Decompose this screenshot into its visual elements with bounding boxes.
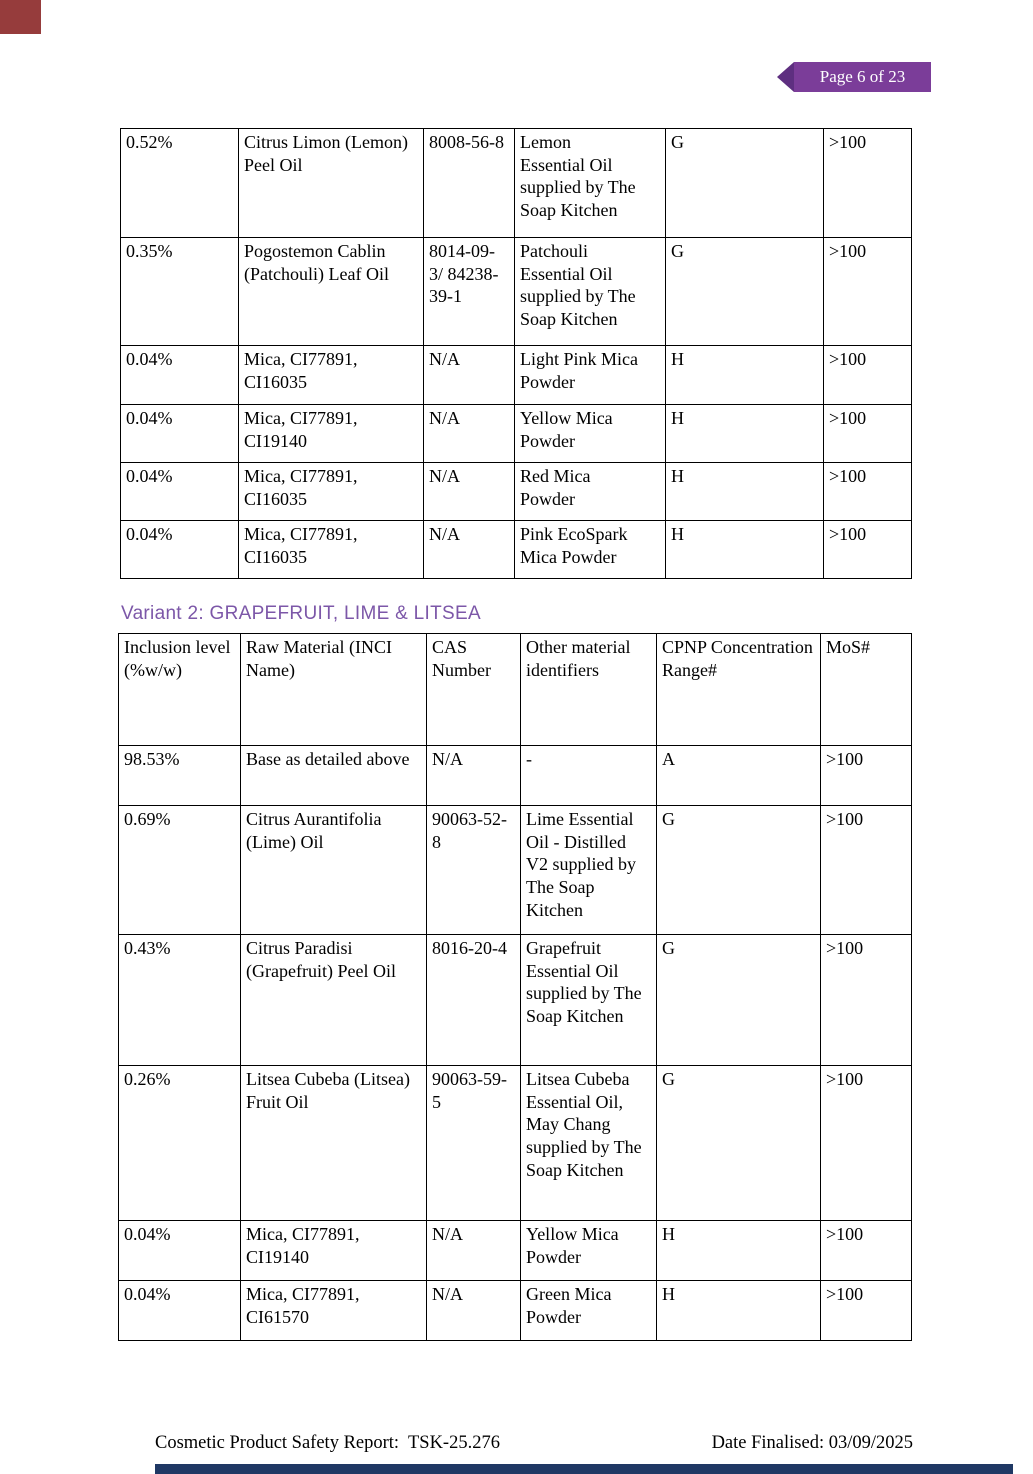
cell-cas-number: N/A (424, 346, 515, 405)
cell-cas-number: 8016-20-4 (427, 935, 521, 1066)
cell-cpnp-range: H (666, 521, 824, 579)
badge-arrow-icon (777, 62, 794, 92)
cell-cpnp-range: G (657, 935, 821, 1066)
cell-cas-number: 8014-09-3/ 84238-39-1 (424, 238, 515, 346)
table-row (119, 746, 912, 806)
cell-raw-material: Pogostemon Cablin (Patchouli) Leaf Oil (239, 238, 424, 346)
cell-inclusion-level: 98.53% (119, 746, 241, 806)
col-header-other-identifiers: Other material identifiers (521, 634, 657, 746)
cell-mos: >100 (824, 405, 912, 463)
table-row (119, 1221, 912, 1281)
table-row (119, 935, 912, 1066)
cell-mos: >100 (821, 1066, 912, 1221)
cell-raw-material: Litsea Cubeba (Litsea) Fruit Oil (241, 1066, 427, 1221)
cell-inclusion-level: 0.04% (121, 521, 239, 579)
cell-inclusion-level: 0.52% (121, 129, 239, 238)
cell-inclusion-level: 0.04% (121, 463, 239, 521)
cell-cas-number: N/A (427, 1221, 521, 1281)
cell-inclusion-level: 0.04% (121, 346, 239, 405)
table-row (121, 405, 912, 463)
cell-raw-material: Base as detailed above (241, 746, 427, 806)
cell-cas-number: 90063-52-8 (427, 806, 521, 935)
cell-cpnp-range: G (666, 238, 824, 346)
table-row (121, 521, 912, 579)
cell-other-identifiers: - (521, 746, 657, 806)
ingredients-table-continued (120, 128, 912, 579)
cell-mos: >100 (821, 1221, 912, 1281)
cell-mos: >100 (824, 463, 912, 521)
table-row (121, 129, 912, 238)
table-row (121, 463, 912, 521)
cell-other-identifiers: Light Pink Mica Powder (515, 346, 666, 405)
cell-other-identifiers: Green Mica Powder (521, 1281, 657, 1341)
cell-inclusion-level: 0.69% (119, 806, 241, 935)
col-header-cpnp-range: CPNP Concentration Range# (657, 634, 821, 746)
cell-raw-material: Citrus Aurantifolia (Lime) Oil (241, 806, 427, 935)
cell-cpnp-range: H (657, 1221, 821, 1281)
cell-cpnp-range: A (657, 746, 821, 806)
cell-inclusion-level: 0.26% (119, 1066, 241, 1221)
col-header-inclusion-level: Inclusion level (%w/w) (119, 634, 241, 746)
table-row (119, 806, 912, 935)
cell-cpnp-range: H (666, 346, 824, 405)
cell-cas-number: N/A (427, 1281, 521, 1341)
cell-mos: >100 (824, 521, 912, 579)
footer-report-id: Cosmetic Product Safety Report: TSK-25.276 (155, 1433, 500, 1453)
page-number-badge (777, 62, 931, 92)
cell-other-identifiers: Grapefruit Essential Oil supplied by The Soap Kitchen (521, 935, 657, 1066)
cell-raw-material: Citrus Paradisi (Grapefruit) Peel Oil (241, 935, 427, 1066)
cell-cpnp-range: G (657, 1066, 821, 1221)
cell-cpnp-range: H (666, 405, 824, 463)
page-number-label: Page 6 of 23 (794, 62, 931, 92)
cell-cas-number: N/A (424, 405, 515, 463)
cell-inclusion-level: 0.04% (119, 1281, 241, 1341)
cell-mos: >100 (824, 346, 912, 405)
cell-raw-material: Citrus Limon (Lemon) Peel Oil (239, 129, 424, 238)
variant-2-heading: Variant 2: GRAPEFRUIT, LIME & LITSEA (121, 603, 481, 624)
cell-cas-number: 90063-59-5 (427, 1066, 521, 1221)
cell-cas-number: 8008-56-8 (424, 129, 515, 238)
footer-rule (155, 1464, 1013, 1474)
table-row (121, 238, 912, 346)
cell-inclusion-level: 0.43% (119, 935, 241, 1066)
cell-raw-material: Mica, CI77891, CI16035 (239, 521, 424, 579)
col-header-mos: MoS# (821, 634, 912, 746)
footer-date-finalised: Date Finalised: 03/09/2025 (711, 1433, 913, 1453)
cell-other-identifiers: Lime Essential Oil - Distilled V2 supplied by The Soap Kitchen (521, 806, 657, 935)
footer (155, 1433, 913, 1454)
cell-other-identifiers: Lemon Essential Oil supplied by The Soap Kitchen (515, 129, 666, 238)
cell-mos: >100 (824, 129, 912, 238)
cell-raw-material: Mica, CI77891, CI16035 (239, 463, 424, 521)
cell-inclusion-level: 0.04% (121, 405, 239, 463)
col-header-raw-material: Raw Material (INCI Name) (241, 634, 427, 746)
cell-raw-material: Mica, CI77891, CI19140 (239, 405, 424, 463)
cell-mos: >100 (821, 1281, 912, 1341)
table-row (121, 346, 912, 405)
cell-mos: >100 (821, 806, 912, 935)
cell-cpnp-range: G (657, 806, 821, 935)
cell-other-identifiers: Red Mica Powder (515, 463, 666, 521)
cell-other-identifiers: Litsea Cubeba Essential Oil, May Chang supplied by The Soap Kitchen (521, 1066, 657, 1221)
corner-accent (0, 0, 41, 34)
cell-mos: >100 (821, 935, 912, 1066)
cell-other-identifiers: Yellow Mica Powder (521, 1221, 657, 1281)
cell-cas-number: N/A (424, 463, 515, 521)
ingredients-table-variant-2 (118, 633, 912, 1341)
cell-mos: >100 (824, 238, 912, 346)
cell-cpnp-range: H (657, 1281, 821, 1341)
cell-other-identifiers: Patchouli Essential Oil supplied by The Soap Kitchen (515, 238, 666, 346)
cell-cpnp-range: H (666, 463, 824, 521)
table-row (119, 1281, 912, 1341)
cell-other-identifiers: Yellow Mica Powder (515, 405, 666, 463)
cell-cas-number: N/A (424, 521, 515, 579)
cell-cpnp-range: G (666, 129, 824, 238)
cell-raw-material: Mica, CI77891, CI16035 (239, 346, 424, 405)
col-header-cas-number: CAS Number (427, 634, 521, 746)
cell-cas-number: N/A (427, 746, 521, 806)
cell-other-identifiers: Pink EcoSpark Mica Powder (515, 521, 666, 579)
cell-inclusion-level: 0.04% (119, 1221, 241, 1281)
table-row (119, 1066, 912, 1221)
table-header-row (119, 634, 912, 746)
cell-raw-material: Mica, CI77891, CI19140 (241, 1221, 427, 1281)
cell-raw-material: Mica, CI77891, CI61570 (241, 1281, 427, 1341)
cell-mos: >100 (821, 746, 912, 806)
cell-inclusion-level: 0.35% (121, 238, 239, 346)
